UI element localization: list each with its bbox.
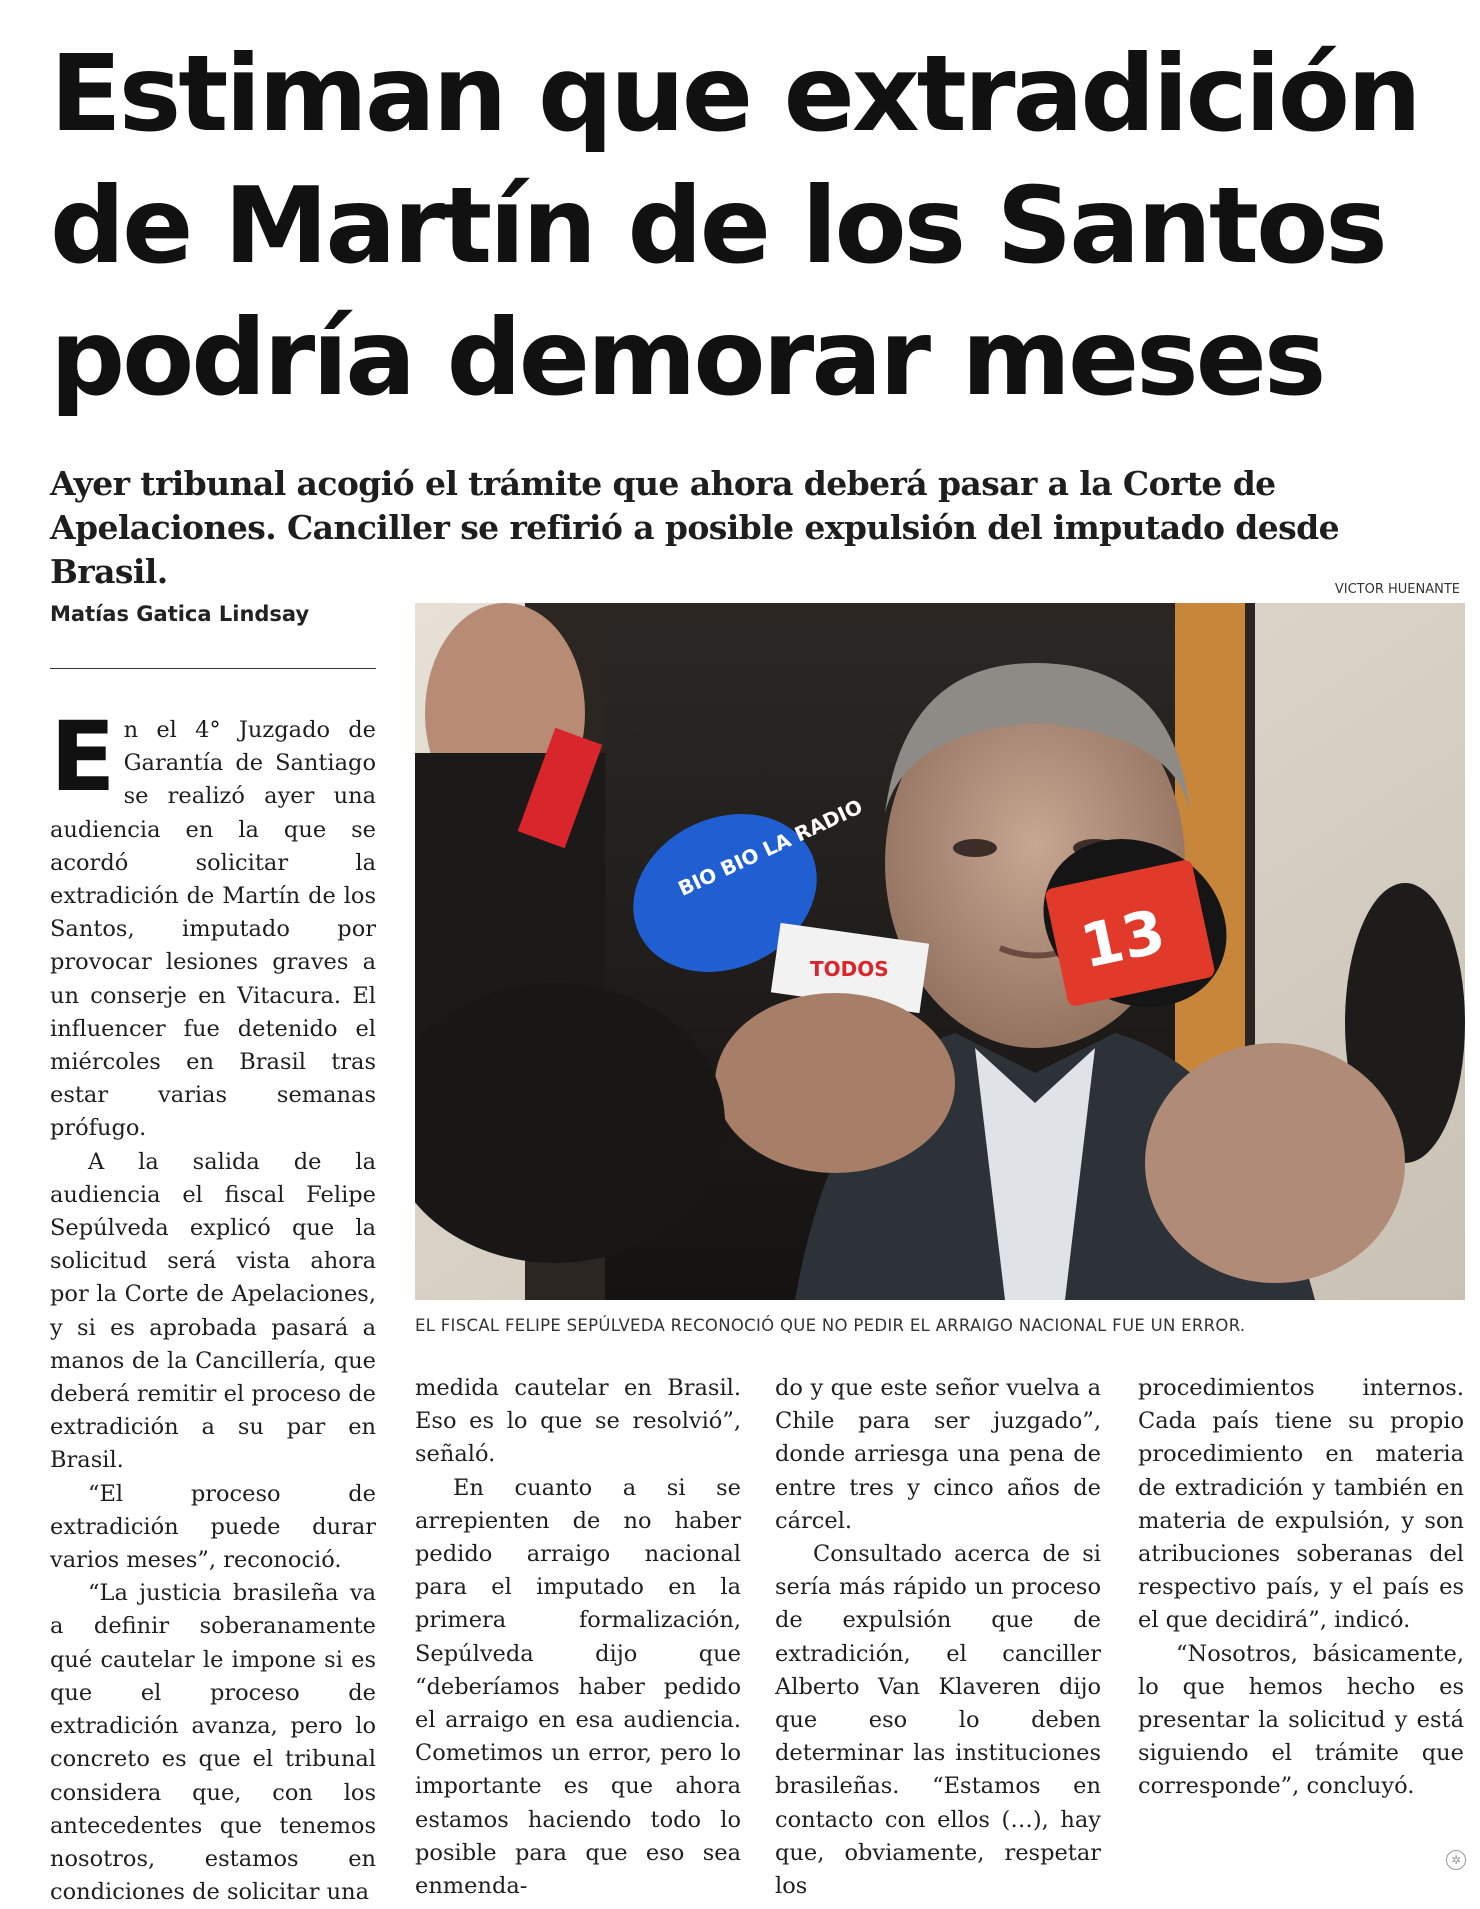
paragraph-2: A la salida de la audiencia el fiscal Felipe Sepúlveda explicó que la solicitud será vista ahora por la Corte de Apelaciones, y si es aprobada pasará a manos de la Cancillería, que deberá remitir el proceso de extradición a su par en Brasil. xyxy=(50,1148,376,1474)
mic-label-todos: TODOS xyxy=(810,957,889,981)
paragraph-7: “Nosotros, básicamente, lo que hemos hecho es presentar la solicitud y está siguiendo el trámite que corresponde”, concluyó. xyxy=(1138,1640,1464,1800)
paragraph-5-continued: do y que este señor vuelva a Chile para ser juzgado”, donde arriesga una pena de entre tres y cinco años de cárcel. xyxy=(775,1375,1101,1534)
article-photo xyxy=(415,603,1465,1300)
byline-divider xyxy=(50,668,376,669)
subhead: Ayer tribunal acogió el trámite que ahora deberá pasar a la Corte de Apelaciones. Canciller se refirió a posible expulsión del imputado desde Brasil. xyxy=(50,464,1339,591)
article-column-3 xyxy=(775,1372,1101,1903)
paragraph-4-continued: medida cautelar en Brasil. Eso es lo que se resolvió”, señaló. xyxy=(415,1375,741,1468)
paragraph-4: “La justicia brasileña va a definir soberanamente qué cautelar le impone si es que el proceso de extradición avanza, pero lo concreto es que el tribunal considera que, con los antecedentes que tenemos nosotros, estamos en condiciones de solicitar una xyxy=(50,1580,376,1906)
paragraph-6: Consultado acerca de si sería más rápido un proceso de expulsión que de extradición, el canciller Alberto Van Klaveren dijo que eso lo deben determinar las instituciones brasileñas. “Estamos en contacto con ellos (…), hay que, obviamente, respetar los xyxy=(775,1541,1101,1900)
photo-caption: EL FISCAL FELIPE SEPÚLVEDA RECONOCIÓ QUE NO PEDIR EL ARRAIGO NACIONAL FUE UN ERROR. xyxy=(415,1316,1246,1335)
article-column-4 xyxy=(1138,1372,1464,1804)
photo-credit: VICTOR HUENANTE xyxy=(1334,582,1460,597)
byline: Matías Gatica Lindsay xyxy=(50,602,310,626)
article-column-2 xyxy=(415,1372,741,1903)
mic-label-biobio: BIO BIO LA RADIO xyxy=(674,794,867,901)
paragraph-3: “El proceso de extradición puede durar varios meses”, reconoció. xyxy=(50,1480,376,1574)
paragraph-1 xyxy=(50,701,376,1146)
paragraph-6-continued: procedimientos internos. Cada país tiene su propio procedimiento en materia de extradición y también en materia de expulsión, y son atribuciones soberanas del respectivo país, y el país es el que decidirá”, indicó. xyxy=(1138,1375,1464,1634)
headline: Estiman que extradición de Martín de los Santos podría demorar meses xyxy=(50,33,1419,419)
mic-label-13: 13 xyxy=(1074,896,1172,983)
article-column-1 xyxy=(50,701,376,1909)
paragraph-5: En cuanto a si se arrepienten de no haber pedido arraigo nacional para el imputado en la primera formalización, Sepúlveda dijo que “deberíamos haber pedido el arraigo en esa audiencia. Cometimos un error, pero lo importante es que ahora estamos haciendo todo lo posible para que eso sea enmenda- xyxy=(415,1474,741,1900)
paragraph-1-text: n el 4° Juzgado de Garantía de Santiago se realizó ayer una audiencia en la que se acordó solicitar la extradición de Martín de los Santos, imputado por provocar lesiones graves a un conserje en Vitacura. El influencer fue detenido el miércoles en Brasil tras estar varias semanas prófugo. xyxy=(50,717,376,1142)
drop-cap: E xyxy=(50,701,116,813)
settings-gear-icon[interactable]: ✲ xyxy=(1446,1850,1466,1870)
